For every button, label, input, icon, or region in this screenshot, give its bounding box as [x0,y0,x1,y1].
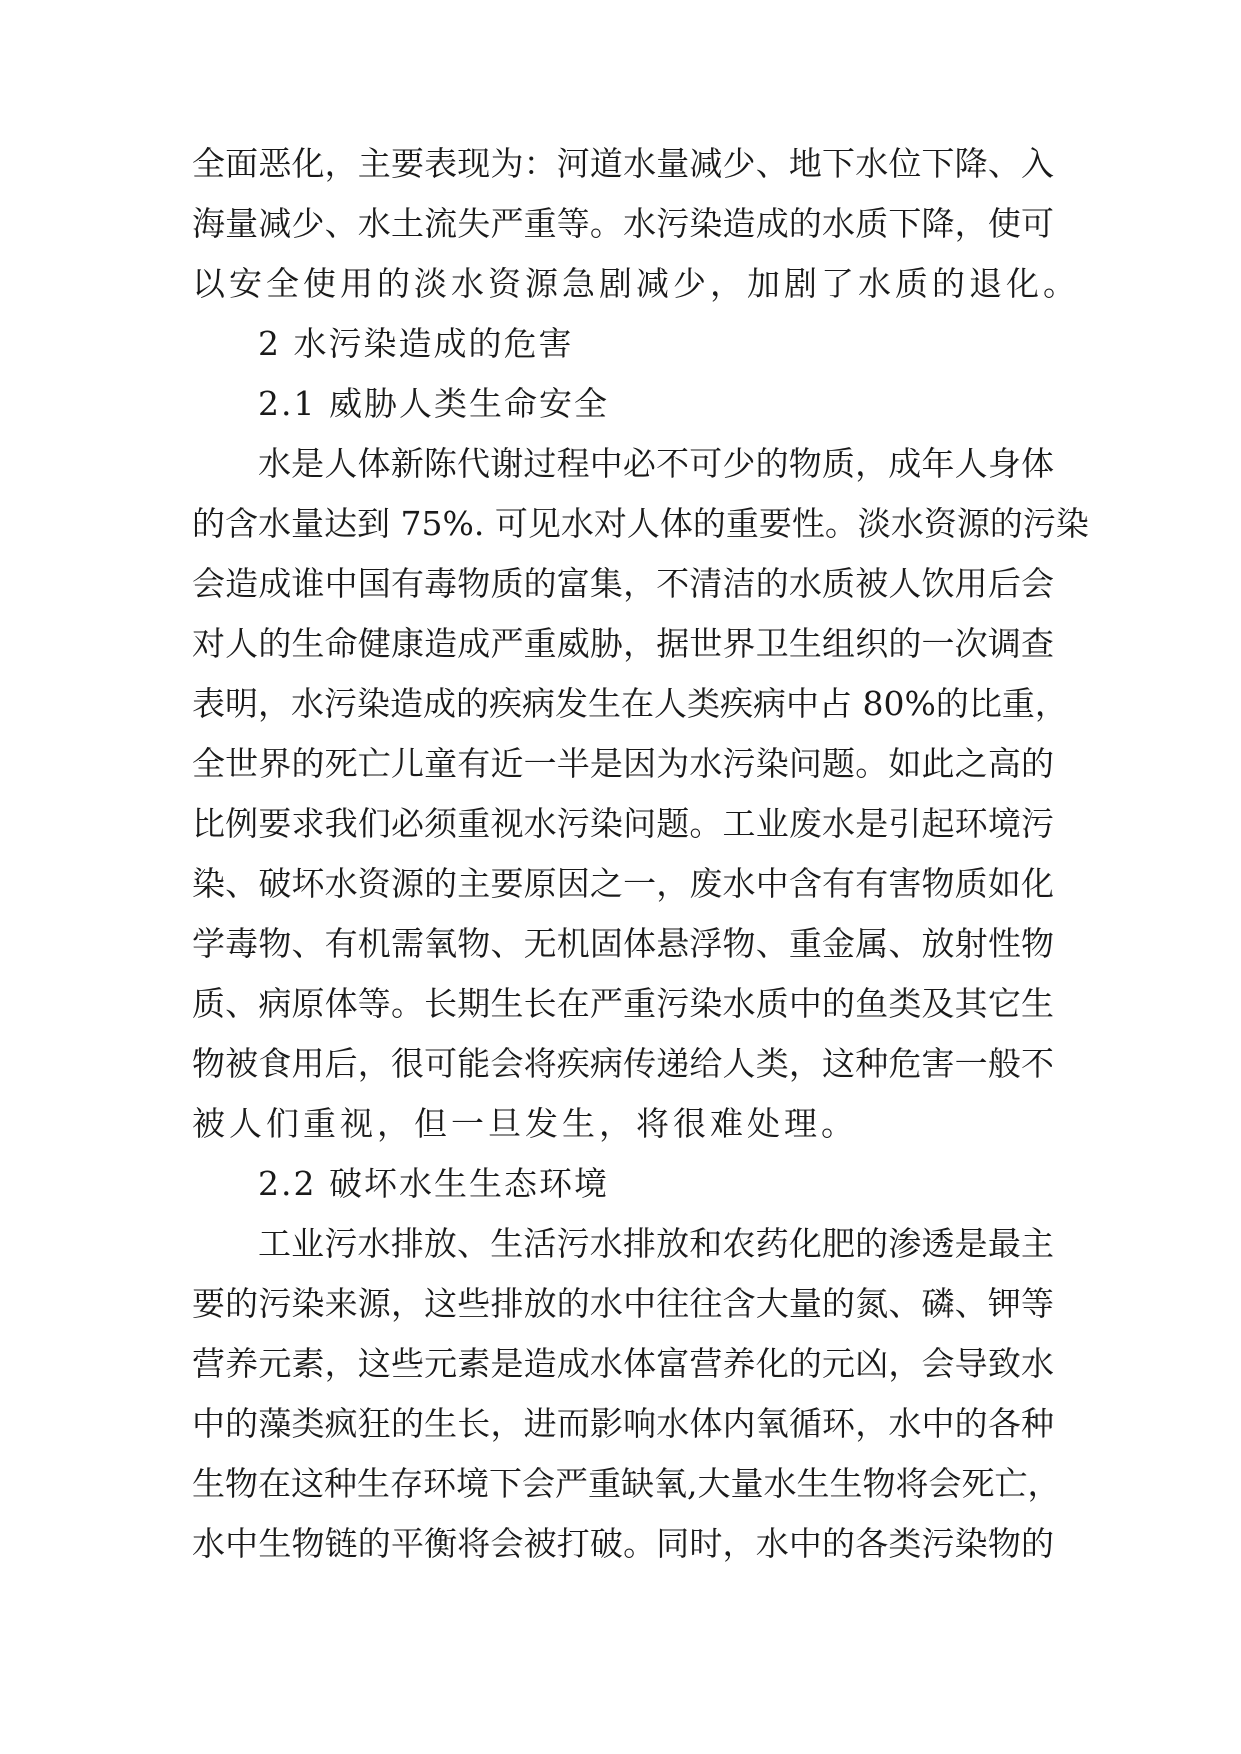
text-line: 染、破坏水资源的主要原因之一，废水中含有有害物质如化 [192,864,1054,903]
text-line: 的含水量达到 75%. 可见水对人体的重要性。淡水资源的污染 [192,504,1089,543]
text-line: 海量减少、水土流失严重等。水污染造成的水质下降，使可 [192,204,1054,243]
text-line: 营养元素，这些元素是造成水体富营养化的元凶，会导致水 [192,1344,1054,1383]
text-line: 物被食用后，很可能会将疾病传递给人类，这种危害一般不 [192,1044,1054,1083]
text-line: 生物在这种生存环境下会严重缺氧,大量水生生物将会死亡， [192,1464,1061,1503]
text-line: 会造成谁中国有毒物质的富集，不清洁的水质被人饮用后会 [192,564,1054,603]
text-line: 要的污染来源，这些排放的水中往往含大量的氮、磷、钾等 [192,1284,1054,1323]
text-line: 被人们重视，但一旦发生，将很难处理。 [192,1104,858,1143]
text-line: 以安全使用的淡水资源急剧减少，加剧了水质的退化。 [192,264,1080,303]
subsection-heading: 2.1 威胁人类生命安全 [258,384,609,423]
text-line: 学毒物、有机需氧物、无机固体悬浮物、重金属、放射性物 [192,924,1054,963]
text-line: 水中生物链的平衡将会被打破。同时，水中的各类污染物的 [192,1524,1054,1563]
text-line: 表明，水污染造成的疾病发生在人类疾病中占 80%的比重， [192,684,1068,723]
paragraph-first-line: 工业污水排放、生活污水排放和农药化肥的渗透是最主 [258,1224,1054,1263]
section-heading: 2 水污染造成的危害 [258,324,574,363]
text-line: 质、病原体等。长期生长在严重污染水质中的鱼类及其它生 [192,984,1054,1023]
text-line: 中的藻类疯狂的生长，进而影响水体内氧循环，水中的各种 [192,1404,1054,1443]
text-line: 比例要求我们必须重视水污染问题。工业废水是引起环境污 [192,804,1054,843]
text-line: 全世界的死亡儿童有近一半是因为水污染问题。如此之高的 [192,744,1054,783]
text-line: 全面恶化，主要表现为：河道水量减少、地下水位下降、入 [192,144,1054,183]
text-line: 对人的生命健康造成严重威胁，据世界卫生组织的一次调查 [192,624,1054,663]
paragraph-first-line: 水是人体新陈代谢过程中必不可少的物质，成年人身体 [258,444,1054,483]
subsection-heading: 2.2 破坏水生生态环境 [258,1164,609,1203]
